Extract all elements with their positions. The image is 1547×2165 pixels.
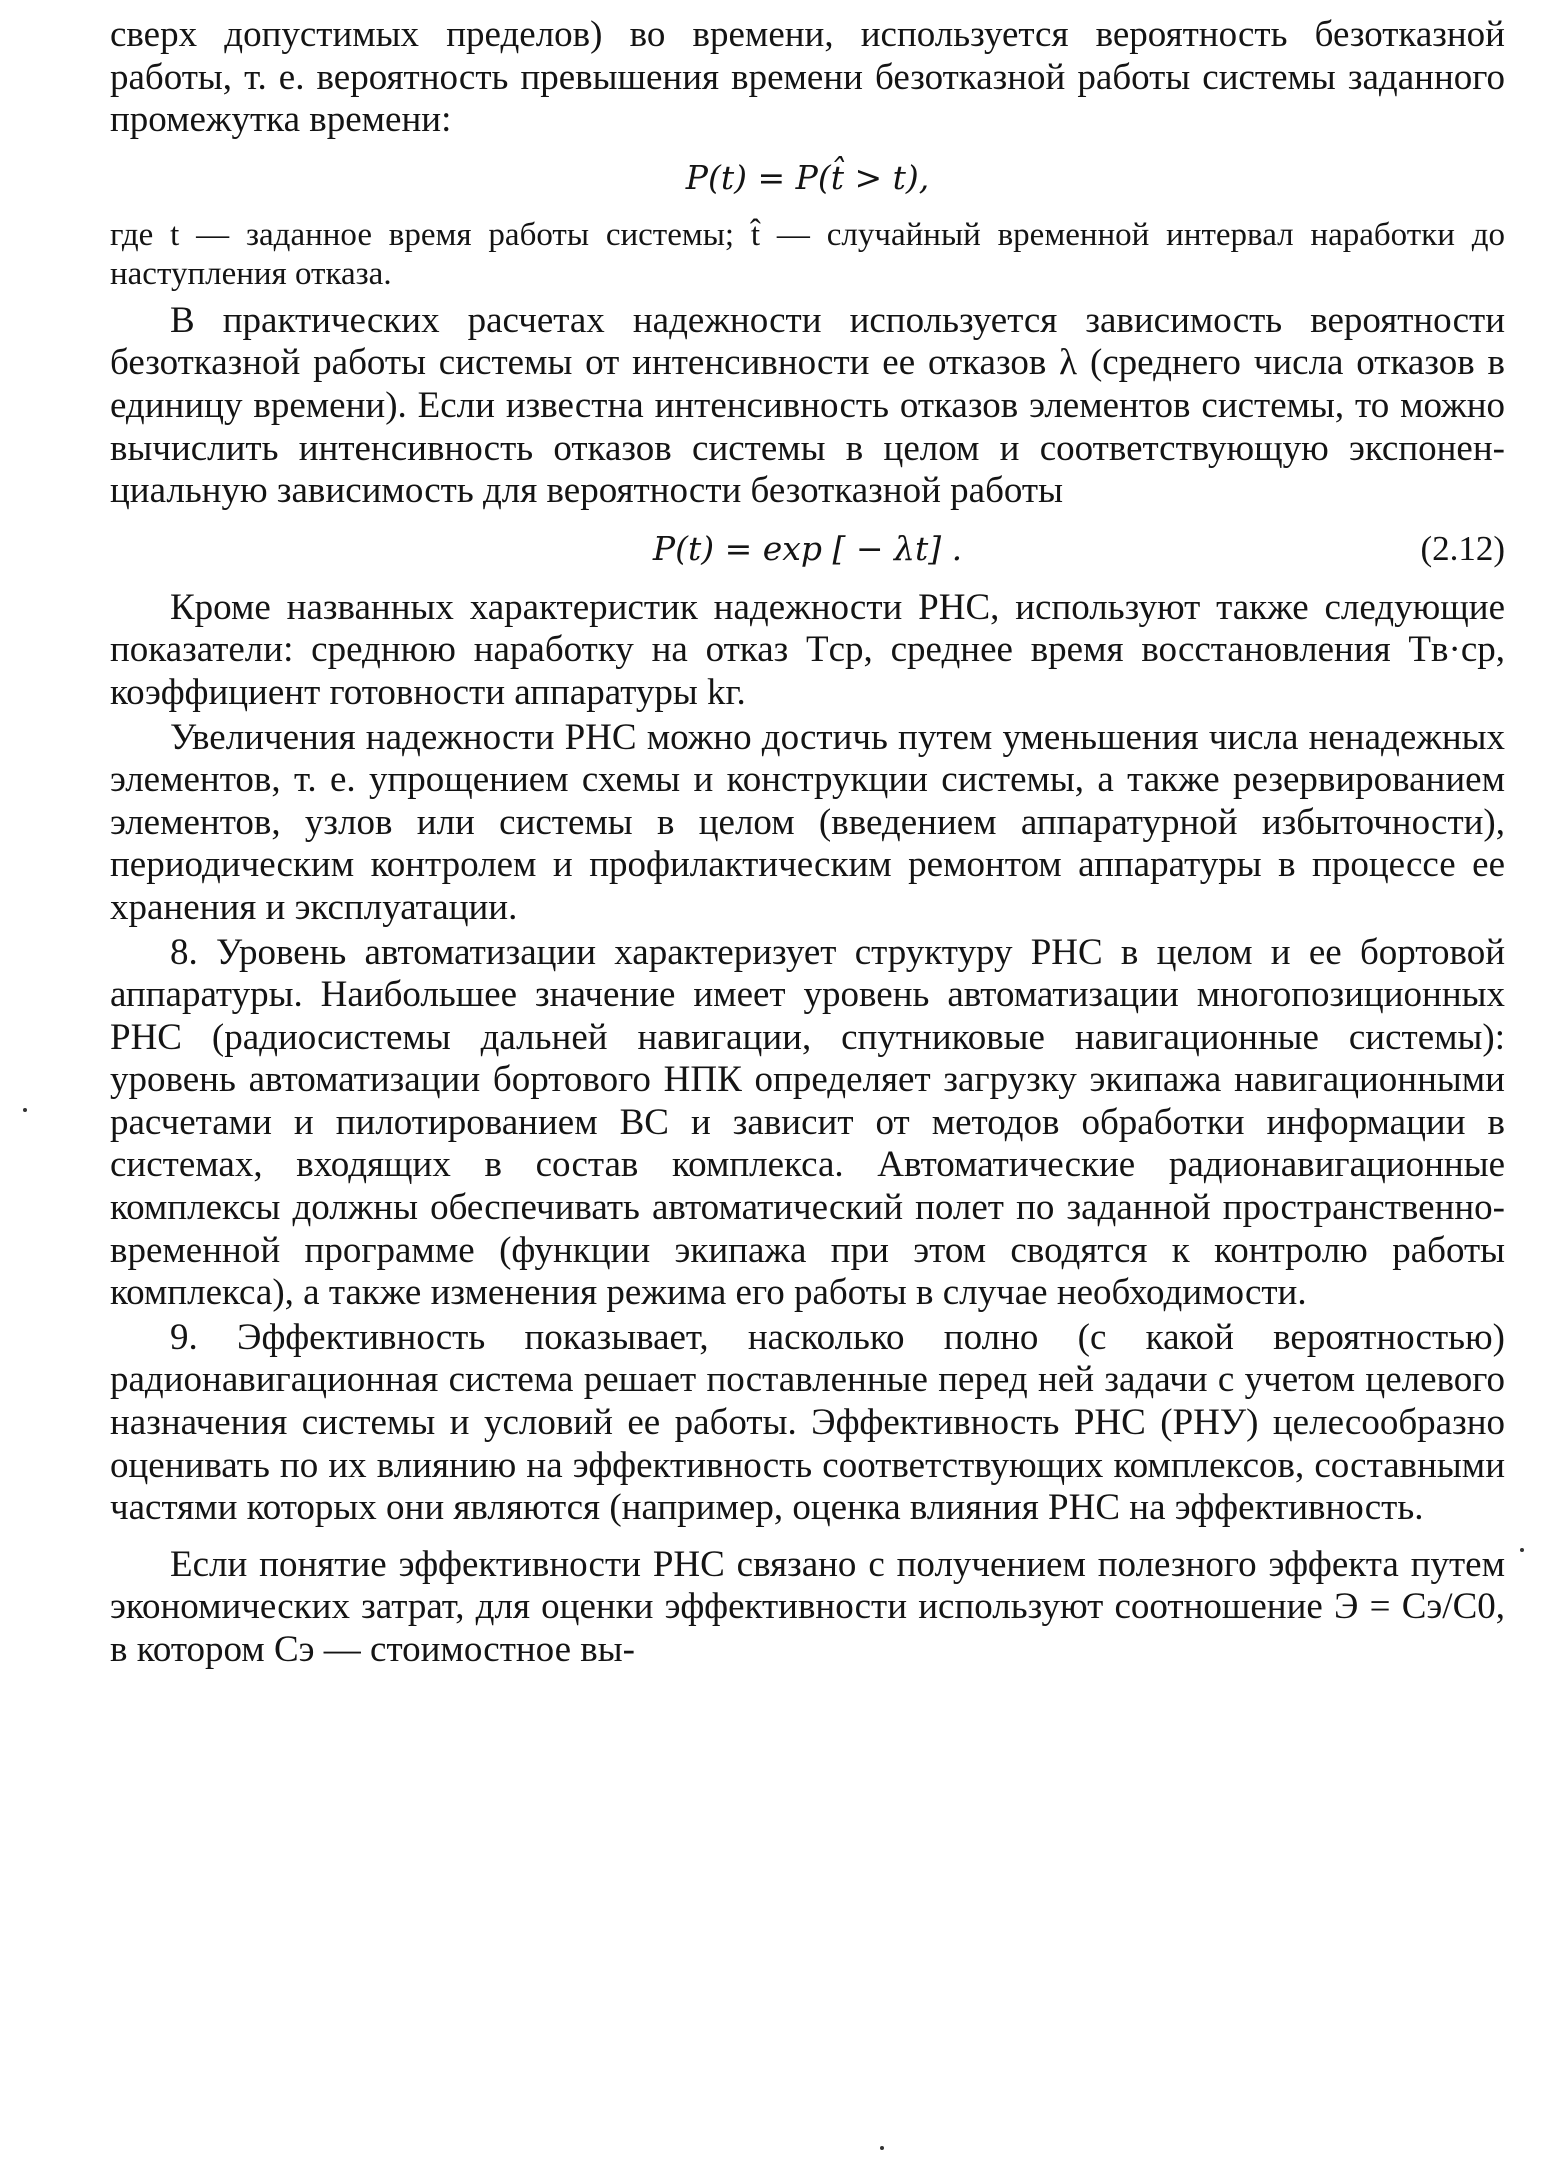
paragraph-efficiency: 9. Эффективность показывает, насколько полно (с какой вероятностью) радионавигационная система решает поставленные перед ней задачи с учетом целевого назначения системы и условий ее работы. Эффективность РНС (РНУ) целесообразно оценивать по их влиянию на эффективность соответствующих комплексов, составными частями которых они являются (например, оценка влияния РНС на эффективность. xyxy=(110,1316,1505,1529)
equation-number: (2.12) xyxy=(1420,528,1505,568)
formula-probability-expr: P(t) = P(t̂ > t), xyxy=(685,157,930,197)
paragraph-economic-efficiency: Если понятие эффективности РНС связано с получением полезного эффекта путем экономических затрат, для оценки эффективности используют соотношение Э = Cэ/C0, в котором Cэ — стоимостное вы- xyxy=(110,1543,1505,1670)
scan-speck xyxy=(880,2146,884,2150)
scan-speck xyxy=(23,1108,27,1112)
paragraph-failure-intensity: В практических расчетах надежности используется зависимость вероятности безотказной работы системы от интенсивности ее отказов λ (среднего числа отказов в единицу времени). Если известна интенсивность отказов элементов системы, то можно вычислить интенсивность отказов системы в целом и соответствующую экспоненциальную зависимость для вероятности безотказной работы xyxy=(110,299,1505,512)
paragraph-reliability-intro: сверх допустимых пределов) во времени, используется вероятность безотказной работы, т. е. вероятность превышения времени безотказной работы системы заданного промежутка времени: xyxy=(110,14,1505,141)
document-page xyxy=(110,14,1505,1672)
formula-exponential-expr: P(t) = exp [ − λt] . xyxy=(652,528,963,568)
formula-probability xyxy=(110,148,1505,208)
formula-exponential xyxy=(110,519,1505,579)
paragraph-reliability-increase: Увеличения надежности РНС можно достичь путем уменьшения числа ненадежных элементов, т. е. упрощением схемы и конструкции системы, а также резервированием элементов, узлов или системы в целом (введением аппаратурной избыточности), периодическим контролем и профилактическим ремонтом аппаратуры в процессе ее хранения и эксплуатации. xyxy=(110,716,1505,928)
scan-speck xyxy=(1520,1548,1524,1552)
paragraph-automation-level: 8. Уровень автоматизации характеризует структуру РНС в целом и ее бортовой аппаратуры. Наибольшее значение имеет уровень автоматизации многопозиционных РНС (радиосистемы дальней навигации, спутниковые навигационные системы): уровень автоматизации бортового НПК определяет загрузку экипажа навигационными расчетами и пилотированием ВС и зависит от методов обработки информации в системах, входящих в состав комплекса. Автоматические радионавигационные комплексы должны обеспечивать автоматический полет по заданной пространственно-временной программе (функции экипажа при этом сводятся к контролю работы комплекса), а также изменения режима его работы в случае необходимости. xyxy=(110,931,1505,1314)
paragraph-formula-where: где t — заданное время работы системы; t̂ — случайный временной интервал наработки до наступления отказа. xyxy=(110,216,1505,292)
paragraph-other-indicators: Кроме названных характеристик надежности РНС, используют также следующие показатели: среднюю наработку на отказ Tср, среднее время восстановления Tв·ср, коэффициент готовности аппаратуры kг. xyxy=(110,586,1505,713)
